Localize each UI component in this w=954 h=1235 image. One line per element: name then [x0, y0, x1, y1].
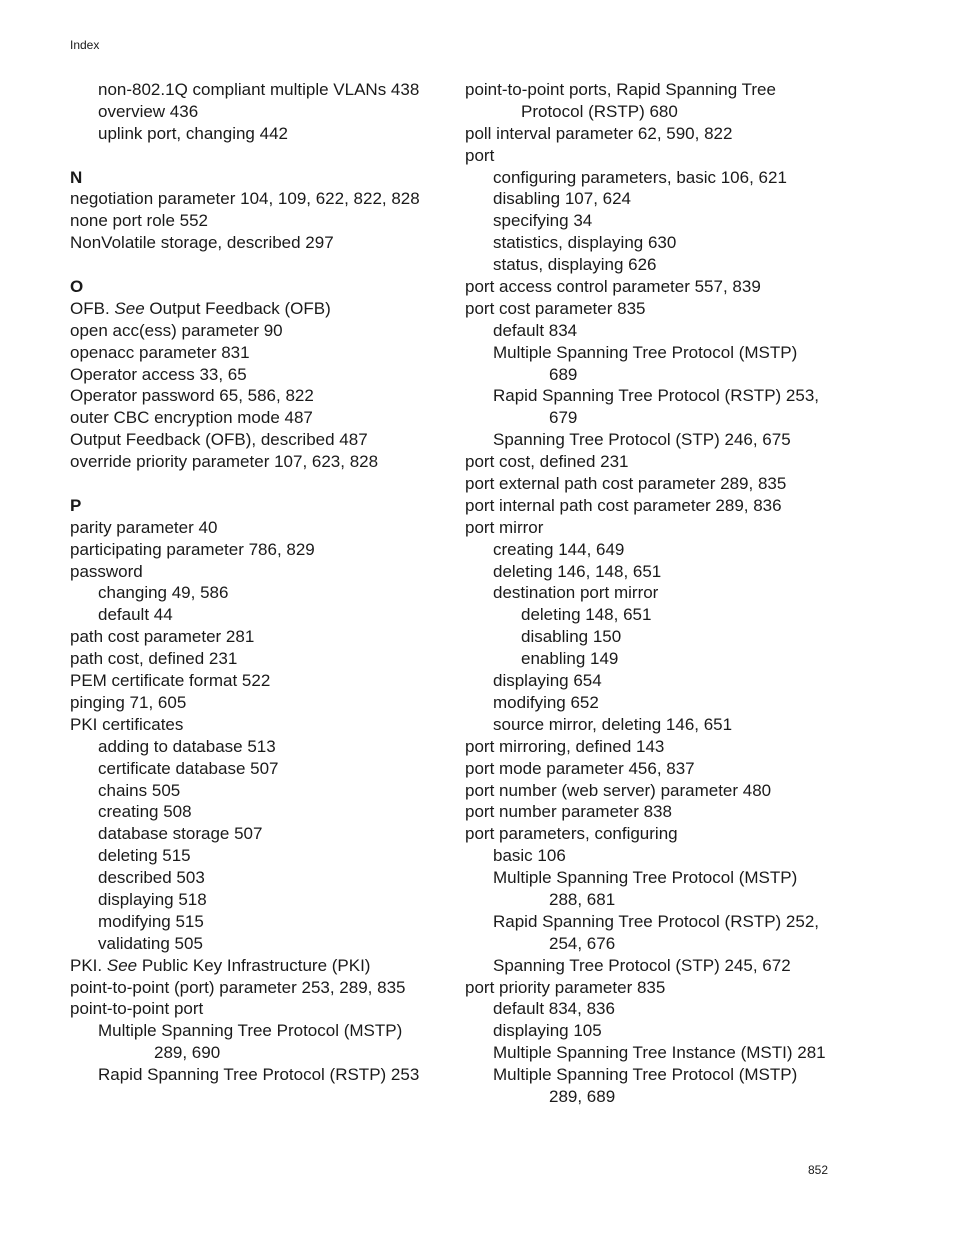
index-entry: displaying 105	[493, 1021, 602, 1041]
index-entry: default 834	[493, 320, 578, 340]
index-column-right	[465, 79, 885, 1108]
index-entry: creating 508	[98, 802, 192, 822]
index-entry: port	[465, 145, 495, 165]
index-entry: port mirror	[465, 517, 544, 537]
index-entry: port cost parameter 835	[465, 298, 646, 318]
index-entry: port priority parameter 835	[465, 977, 666, 997]
index-entry: Multiple Spanning Tree Protocol (MSTP)	[493, 1065, 798, 1085]
index-entry: Output Feedback (OFB), described 487	[70, 430, 368, 450]
index-entry: validating 505	[98, 933, 203, 953]
index-entry: disabling 107, 624	[493, 189, 632, 209]
index-entry: deleting 146, 148, 651	[493, 561, 662, 581]
index-section-letter: P	[70, 495, 82, 515]
index-entry: pinging 71, 605	[70, 692, 187, 712]
index-entry: deleting 148, 651	[521, 605, 652, 625]
index-entry: 289, 689	[549, 1086, 616, 1106]
index-entry: Operator password 65, 586, 822	[70, 386, 314, 406]
index-entry: specifying 34	[493, 211, 593, 231]
index-section-letter: O	[70, 277, 84, 297]
index-entry	[70, 298, 450, 320]
index-entry: path cost parameter 281	[70, 627, 255, 647]
index-entry: configuring parameters, basic 106, 621	[493, 167, 787, 187]
index-entry: port cost, defined 231	[465, 452, 629, 472]
index-entry: Spanning Tree Protocol (STP) 246, 675	[493, 430, 791, 450]
index-entry: NonVolatile storage, described 297	[70, 233, 334, 253]
index-entry: chains 505	[98, 780, 181, 800]
index-entry: enabling 149	[521, 649, 619, 669]
index-entry: Multiple Spanning Tree Instance (MSTI) 281	[493, 1043, 826, 1063]
index-entry: statistics, displaying 630	[493, 233, 677, 253]
entry-term: PKI.	[70, 955, 107, 975]
index-entry: displaying 518	[98, 889, 207, 909]
index-entry: database storage 507	[98, 824, 263, 844]
running-header: Index	[70, 38, 100, 52]
index-entry: deleting 515	[98, 846, 191, 866]
index-entry: destination port mirror	[493, 583, 659, 603]
index-entry: port internal path cost parameter 289, 836	[465, 495, 782, 515]
index-entry: port number parameter 838	[465, 802, 672, 822]
index-entry: Rapid Spanning Tree Protocol (RSTP) 253	[98, 1065, 420, 1085]
see-reference: See	[106, 955, 138, 975]
index-entry: modifying 515	[98, 911, 204, 931]
index-entry: port mode parameter 456, 837	[465, 758, 695, 778]
index-entry	[70, 955, 450, 977]
index-entry: negotiation parameter 104, 109, 622, 822, 828	[70, 189, 420, 209]
index-entry: disabling 150	[521, 627, 622, 647]
index-entry: 289, 690	[154, 1043, 221, 1063]
index-entry: Multiple Spanning Tree Protocol (MSTP)	[98, 1021, 403, 1041]
page-number: 852	[808, 1163, 829, 1177]
index-entry: creating 144, 649	[493, 539, 625, 559]
index-entry: open acc(ess) parameter 90	[70, 320, 283, 340]
index-entry: described 503	[98, 868, 205, 888]
index-entry: changing 49, 586	[98, 583, 229, 603]
index-entry: point-to-point ports, Rapid Spanning Tree	[465, 80, 776, 99]
index-entry: source mirror, deleting 146, 651	[493, 714, 733, 734]
index-entry: port access control parameter 557, 839	[465, 277, 761, 297]
index-entry: non-802.1Q compliant multiple VLANs 438	[98, 80, 420, 99]
index-entry: modifying 652	[493, 692, 599, 712]
see-reference: See	[114, 298, 145, 318]
index-entry: poll interval parameter 62, 590, 822	[465, 123, 733, 143]
index-column-left	[70, 79, 450, 1086]
section-gap	[70, 254, 450, 276]
index-entry: basic 106	[493, 846, 566, 866]
index-entry: status, displaying 626	[493, 255, 657, 275]
index-entry: port external path cost parameter 289, 835	[465, 474, 787, 494]
index-entry: participating parameter 786, 829	[70, 539, 315, 559]
index-entry: parity parameter 40	[70, 517, 218, 537]
index-entry: openacc parameter 831	[70, 342, 250, 362]
index-entry: displaying 654	[493, 671, 602, 691]
index-entry: port mirroring, defined 143	[465, 736, 665, 756]
index-entry: Rapid Spanning Tree Protocol (RSTP) 253,	[493, 386, 820, 406]
index-entry: default 44	[98, 605, 173, 625]
index-entry: Spanning Tree Protocol (STP) 245, 672	[493, 955, 791, 975]
index-entry: certificate database 507	[98, 758, 279, 778]
entry-term: OFB.	[70, 298, 115, 318]
index-entry: port parameters, configuring	[465, 824, 678, 844]
index-entry: port number (web server) parameter 480	[465, 780, 772, 800]
index-entry: Operator access 33, 65	[70, 364, 247, 384]
index-entry: none port role 552	[70, 211, 208, 231]
index-entry: point-to-point port	[70, 999, 204, 1019]
see-target: Public Key Infrastructure (PKI)	[137, 955, 371, 975]
index-entry: Rapid Spanning Tree Protocol (RSTP) 252,	[493, 911, 820, 931]
index-entry: password	[70, 561, 143, 581]
index-entry: override priority parameter 107, 623, 828	[70, 452, 379, 472]
index-entry: 679	[549, 408, 578, 428]
index-entry: default 834, 836	[493, 999, 615, 1019]
index-entry: point-to-point (port) parameter 253, 289, 835	[70, 977, 406, 997]
index-entry: PKI certificates	[70, 714, 184, 734]
index-entry: overview 436	[98, 101, 199, 121]
index-section-letter: N	[70, 167, 83, 187]
index-entry: 254, 676	[549, 933, 616, 953]
index-entry: PEM certificate format 522	[70, 671, 271, 691]
section-gap	[70, 145, 450, 167]
section-gap	[70, 473, 450, 495]
index-entry: Multiple Spanning Tree Protocol (MSTP)	[493, 342, 798, 362]
see-target: Output Feedback (OFB)	[144, 298, 331, 318]
index-entry: Multiple Spanning Tree Protocol (MSTP)	[493, 868, 798, 888]
index-entry: Protocol (RSTP) 680	[521, 101, 678, 121]
index-entry: 689	[549, 364, 578, 384]
index-entry: uplink port, changing 442	[98, 123, 288, 143]
index-entry: outer CBC encryption mode 487	[70, 408, 313, 428]
index-entry: path cost, defined 231	[70, 649, 238, 669]
index-entry: 288, 681	[549, 889, 616, 909]
index-entry: adding to database 513	[98, 736, 276, 756]
